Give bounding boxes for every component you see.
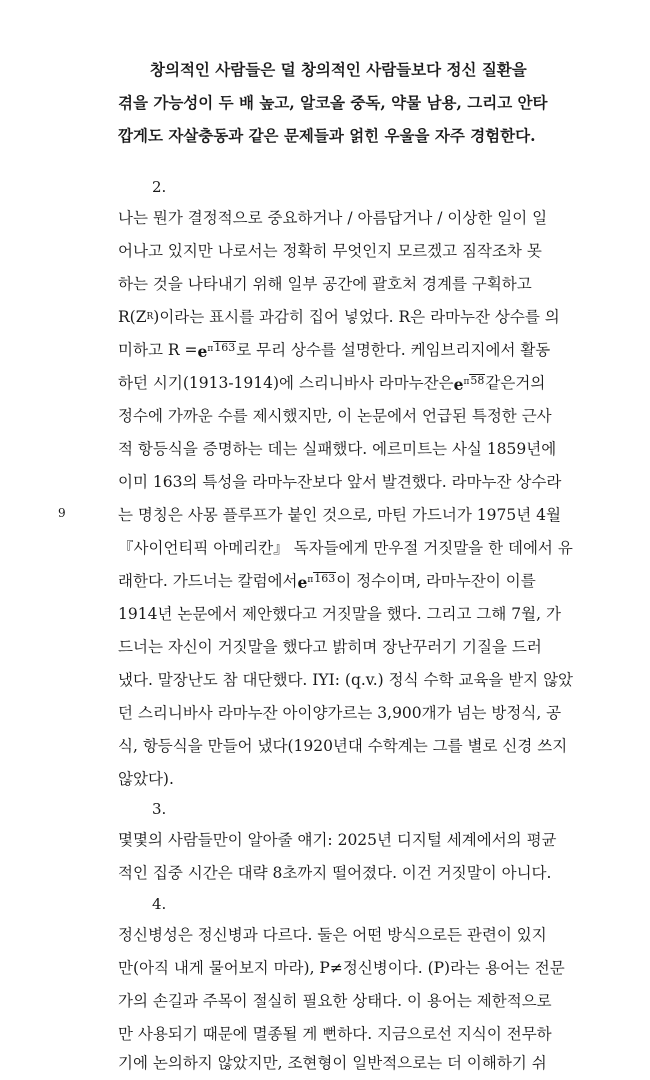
margin-line-number: 9 [58,506,66,520]
text-line: R(Z R )이라는 표시를 과감히 집어 넣었다. R은 라마누잔 상수를 의 [118,308,560,326]
text-line: 기에 논의하지 않았지만, 조현형이 일반적으로는 더 이해하기 쉬 [118,1054,547,1072]
text-line: 창의적인 사람들은 덜 창의적인 사람들보다 정신 질환을 [150,60,527,79]
text-line: 『사이언티픽 아메리칸』 독자들에게 만우절 거짓말을 한 데에서 유 [118,539,573,557]
text-line: 이미 163의 특성을 라마누잔보다 앞서 발견했다. 라마누잔 상수라 [118,473,562,491]
text-line: 적 항등식을 증명하는 데는 실패했다. 에르미트는 사실 1859년에 [118,440,557,458]
text-line: 식, 항등식을 만들어 냈다(1920년대 수학계는 그를 별로 신경 쓰지 [118,737,568,755]
ramanujan-formula: $e^{\pi 163}$ [197,340,236,361]
text-line: 적인 집중 시간은 대략 8초까지 떨어졌다. 이건 거짓말이 아니다. [118,864,552,882]
section-number: 2. [152,178,167,196]
section-number: 4. [152,895,167,913]
ramanujan-formula: $e^{\pi 58}$ [453,373,485,394]
text-line: 하는 것을 나타내기 위해 일부 공간에 괄호처 경계를 구획하고 [118,275,532,293]
text-line: 겪을 가능성이 두 배 높고, 알코올 중독, 약물 남용, 그리고 안타 [118,93,548,112]
text-line: 1914년 논문에서 제안했다고 거짓말을 했다. 그리고 그해 7월, 가 [118,605,561,623]
text-line: 드너는 자신이 거짓말을 했다고 밝히며 장난꾸러기 기질을 드러 [118,638,542,656]
text-line: 미하고 R = $e^{\pi 163}$ 로 무리 상수를 설명한다. 케임브리지에서 활동 [118,333,562,367]
text-line: 래한다. 가드너는 칼럼에서 $e^{\pi 163}$ 이 정수이며, 라마누잔이 이를 [118,564,562,598]
text-line: 않았다). [118,770,174,788]
ramanujan-formula: $e^{\pi 163}$ [297,571,336,592]
text-line: 몇몇의 사람들만이 알아줄 얘기: 2025년 디지털 세계에서의 평균 [118,831,557,849]
text-line: 냈다. 말장난도 참 대단했다. IYI: (q.v.) 정식 수학 교육을 받지 않았 [118,671,574,689]
text-line: 하던 시기(1913-1914)에 스리니바사 라마누잔은 $e^{\pi 58}$ 같은거의 [118,366,562,400]
text-line: 만(아직 내게 물어보지 마라), P≠정신병이다. (P)라는 용어는 전문 [118,959,565,977]
text-line: 는 명칭은 사몽 플루프가 붙인 것으로, 마틴 가드너가 1975년 4월 [118,506,561,524]
text-line: 만 사용되기 때문에 멸종될 게 뻔하다. 지금으로선 지식이 전무하 [118,1025,552,1043]
section-number: 3. [152,800,167,818]
text-line: 던 스리니바사 라마누잔 아이양가르는 3,900개가 넘는 방정식, 공 [118,704,562,722]
text-line: 정수에 가까운 수를 제시했지만, 이 논문에서 언급된 특정한 근사 [118,407,552,425]
text-line: 정신병성은 정신병과 다르다. 둘은 어떤 방식으로든 관련이 있지 [118,926,547,944]
text-line: 깝게도 자살충동과 같은 문제들과 얽힌 우울을 자주 경험한다. [118,126,536,145]
text-line: 가의 손길과 주목이 절실히 필요한 상태다. 이 용어는 제한적으로 [118,992,552,1010]
text-line: 어나고 있지만 나로서는 정확히 무엇인지 모르겠고 짐작조차 못 [118,242,542,260]
text-line: 나는 뭔가 결정적으로 중요하거나 / 아름답거나 / 이상한 일이 일 [118,209,548,227]
